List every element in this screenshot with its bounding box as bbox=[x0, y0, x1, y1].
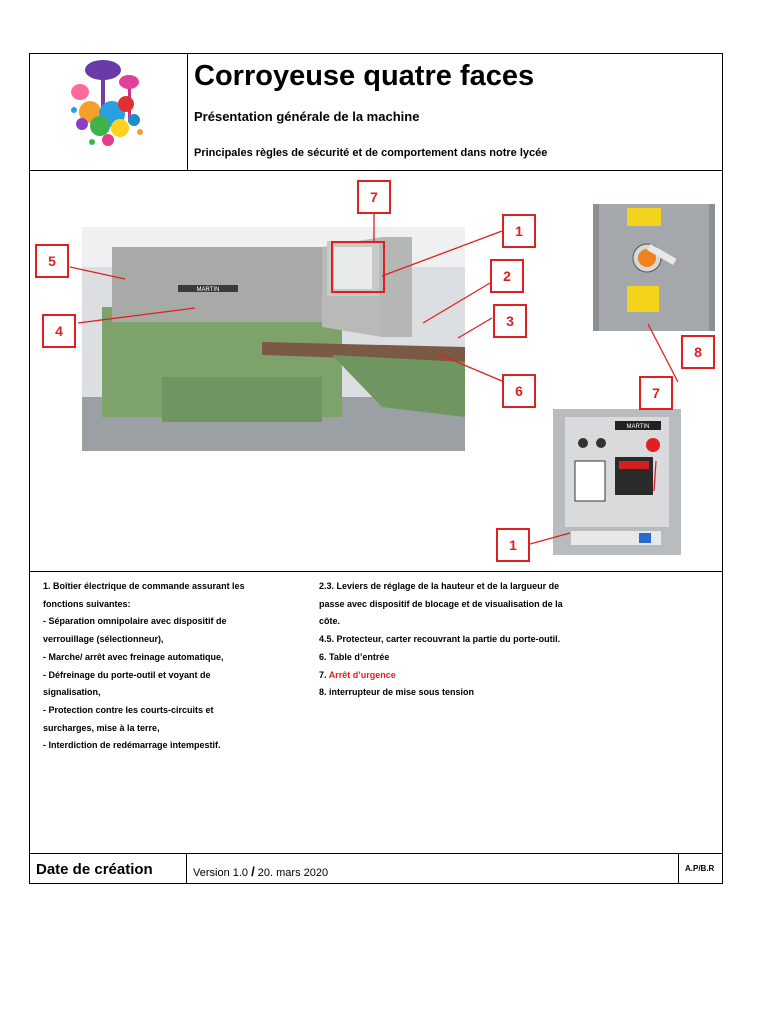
author-initials: A.P/B.R bbox=[685, 864, 715, 873]
legend-right-column bbox=[319, 578, 579, 702]
callout-6: 6 bbox=[502, 374, 536, 408]
page-title: Corroyeuse quatre faces bbox=[194, 60, 535, 92]
callout-3: 3 bbox=[493, 304, 527, 338]
control-panel-photo bbox=[553, 409, 681, 555]
legend-left-column bbox=[43, 578, 283, 755]
header bbox=[30, 54, 722, 171]
legend-line: surcharges, mise à la terre, bbox=[43, 722, 160, 733]
legend-line: fonctions suivantes: bbox=[43, 598, 131, 609]
legend-line: 4.5. Protecteur, carter recouvrant la partie du porte-outil. bbox=[319, 634, 561, 645]
callout-2: 2 bbox=[490, 259, 524, 293]
legend-line: verrouillage (sélectionneur), bbox=[43, 634, 164, 645]
creation-date-label: Date de création bbox=[36, 861, 153, 878]
legend-line: 8. interrupteur de mise sous tension bbox=[319, 687, 475, 698]
version-separator: / bbox=[251, 864, 255, 879]
callout-4: 4 bbox=[42, 314, 76, 348]
logo-cell bbox=[30, 54, 188, 170]
machine-photo bbox=[82, 227, 465, 451]
legend-line: - Marche/ arrêt avec freinage automatique, bbox=[43, 651, 224, 662]
page-subtitle: Présentation générale de la machine bbox=[194, 109, 420, 124]
legend-line: - Défreinage du porte-outil et voyant de bbox=[43, 669, 211, 680]
image-zone bbox=[30, 171, 722, 571]
footer-divider bbox=[678, 854, 679, 884]
version-date: 20. mars 2020 bbox=[254, 867, 329, 879]
legend-line: côte. bbox=[319, 616, 341, 627]
version-number: Version 1.0 bbox=[193, 867, 252, 879]
legend-line: 2.3. Leviers de réglage de la hauteur et de la largueur de bbox=[319, 581, 560, 591]
legend-item7-prefix: 7. bbox=[319, 669, 329, 680]
machine-brand-label: MARTIN bbox=[196, 287, 220, 293]
legend-line: signalisation, bbox=[43, 687, 101, 698]
callout-8: 8 bbox=[681, 335, 715, 369]
panel-brand-label: MARTIN bbox=[626, 424, 650, 430]
legend-line-emergency-stop bbox=[319, 667, 579, 685]
legend-line: - Protection contre les courts-circuits et bbox=[43, 704, 214, 715]
legend-line: 6. Table d’entrée bbox=[319, 651, 390, 662]
legend-section bbox=[30, 571, 722, 854]
callout-7-top: 7 bbox=[357, 180, 391, 214]
legend-line: - Séparation omnipolaire avec dispositif de bbox=[43, 616, 227, 627]
legend-line: - Interdiction de redémarrage intempestif. bbox=[43, 740, 221, 751]
power-switch-photo bbox=[593, 204, 715, 331]
footer-divider bbox=[186, 854, 187, 884]
tree-logo bbox=[30, 54, 187, 170]
callout-5: 5 bbox=[35, 244, 69, 278]
emergency-stop-label: Arrêt d’urgence bbox=[328, 669, 396, 680]
document-sheet bbox=[29, 53, 723, 884]
footer bbox=[30, 853, 722, 884]
callout-1-top: 1 bbox=[502, 214, 536, 248]
version-info bbox=[193, 864, 328, 879]
page-subtitle-secondary: Principales règles de sécurité et de comportement dans notre lycée bbox=[194, 147, 548, 159]
callout-1-panel: 1 bbox=[496, 528, 530, 562]
legend-line: 1. Boîtier électrique de commande assurant les bbox=[43, 581, 245, 591]
legend-line: passe avec dispositif de blocage et de visualisation de la bbox=[319, 598, 563, 609]
callout-7-panel: 7 bbox=[639, 376, 673, 410]
